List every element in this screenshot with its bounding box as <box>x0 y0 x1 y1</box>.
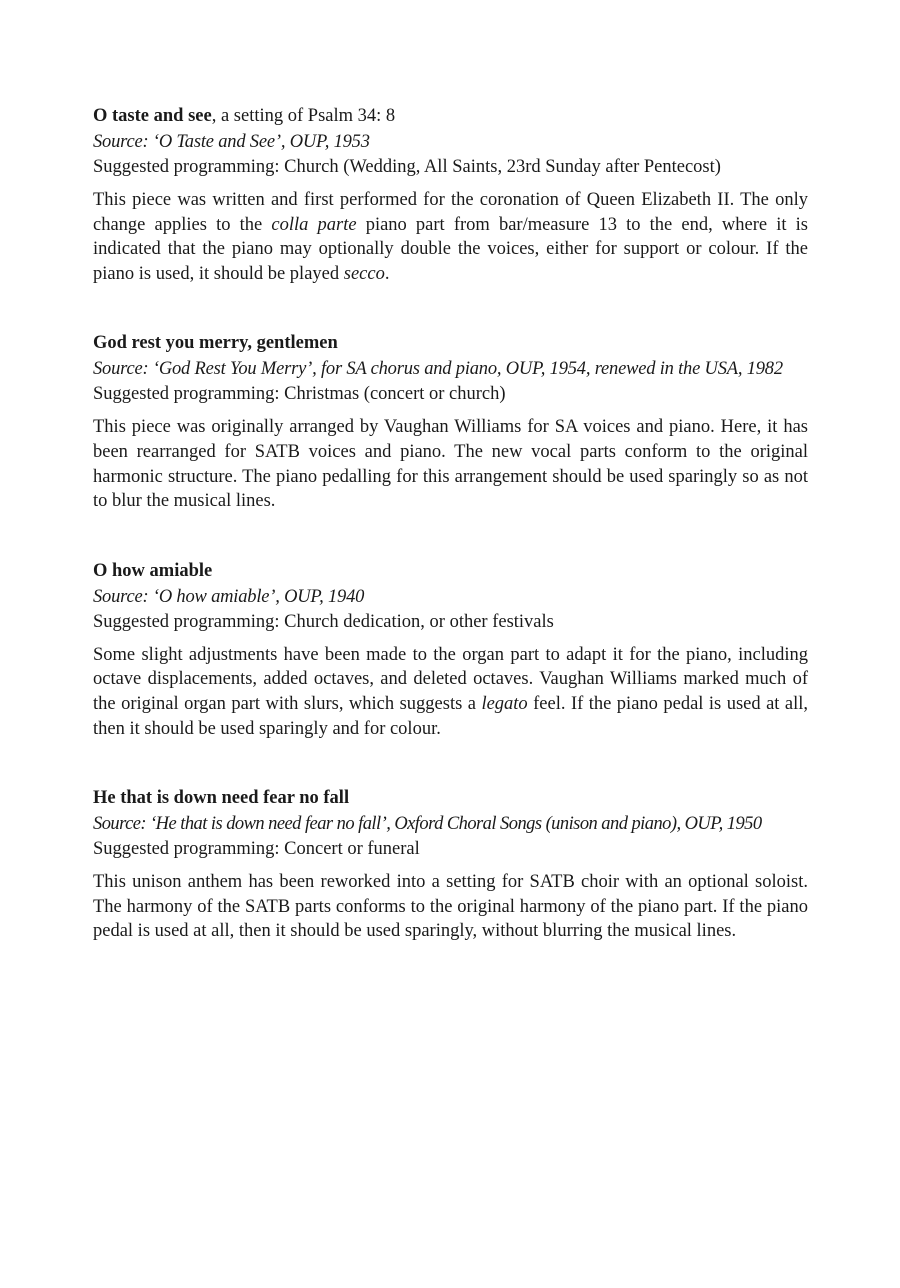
description-text: . <box>384 263 390 284</box>
entry-programming: Suggested programming: Church dedication, or other festivals <box>93 611 554 632</box>
entry-programming: Suggested programming: Church (Wedding, All Saints, 23rd Sunday after Pentecost) <box>93 157 721 177</box>
entry-title-line <box>93 785 808 811</box>
entry-title-line <box>93 103 808 129</box>
entry-description <box>93 643 808 741</box>
entry-god-rest-you-merry <box>93 330 808 513</box>
entry-title: God rest you merry, gentlemen <box>93 333 338 354</box>
entry-he-that-is-down <box>93 785 808 944</box>
entry-description <box>93 188 808 286</box>
entry-o-taste-and-see <box>93 103 808 286</box>
entry-source: Source: ‘O Taste and See’, OUP, 1953 <box>93 132 370 152</box>
entry-title: O taste and see <box>93 106 212 126</box>
entry-source: Source: ‘God Rest You Merry’, for SA chorus and piano, OUP, 1954, renewed in the USA, 1982 <box>93 359 783 380</box>
description-emphasis: colla parte <box>271 214 357 235</box>
description-text: Some slight adjustments have been made to the organ part to adapt it for the piano, including octave displacements, added octaves, and deleted octaves. Vaughan Williams marked much of the original organ part with slurs, which suggests a <box>93 644 808 714</box>
description-text: This piece was written and first performed for the coronation of Queen Elizabeth II. The only change applies to the <box>93 190 808 235</box>
entry-title-line <box>93 558 808 584</box>
entry-source: Source: ‘O how amiable’, OUP, 1940 <box>93 586 365 607</box>
description-text: piano part from bar/measure 13 to the end, where it is indicated that the piano may optionally double the voices, either for support or colour. If the piano is used, it should be played <box>93 214 808 284</box>
description-emphasis: legato <box>481 693 528 714</box>
entry-title: He that is down need fear no fall <box>93 788 350 809</box>
entry-title-suffix: , a setting of Psalm 34: 8 <box>211 106 396 126</box>
entry-programming: Suggested programming: Christmas (concert or church) <box>93 384 506 405</box>
description-emphasis: secco <box>343 263 385 284</box>
entry-source: Source: ‘He that is down need fear no fall’, Oxford Choral Songs (unison and piano), OUP, 1950 <box>93 814 762 835</box>
entry-o-how-amiable <box>93 558 808 741</box>
entry-title-line <box>93 330 808 356</box>
entry-title: O how amiable <box>93 560 213 581</box>
entry-description <box>93 415 808 513</box>
entry-programming: Suggested programming: Concert or funeral <box>93 839 420 860</box>
description-text: This unison anthem has been reworked into a setting for SATB choir with an optional soloist. The harmony of the SATB parts conforms to the original harmony of the piano part. If the piano pedal is used at all, then it should be used sparingly, without blurring the musical lines. <box>93 872 808 942</box>
document-page <box>93 103 808 944</box>
description-text: feel. If the piano pedal is used at all, then it should be used sparingly and for colour. <box>93 693 808 739</box>
description-text: This piece was originally arranged by Vaughan Williams for SA voices and piano. Here, it has been rearranged for SATB voices and piano. The new vocal parts conform to the original harmonic structure. The piano pedalling for this arrangement should be used sparingly so as not to blur the musical lines. <box>93 417 808 512</box>
entry-description <box>93 870 808 944</box>
